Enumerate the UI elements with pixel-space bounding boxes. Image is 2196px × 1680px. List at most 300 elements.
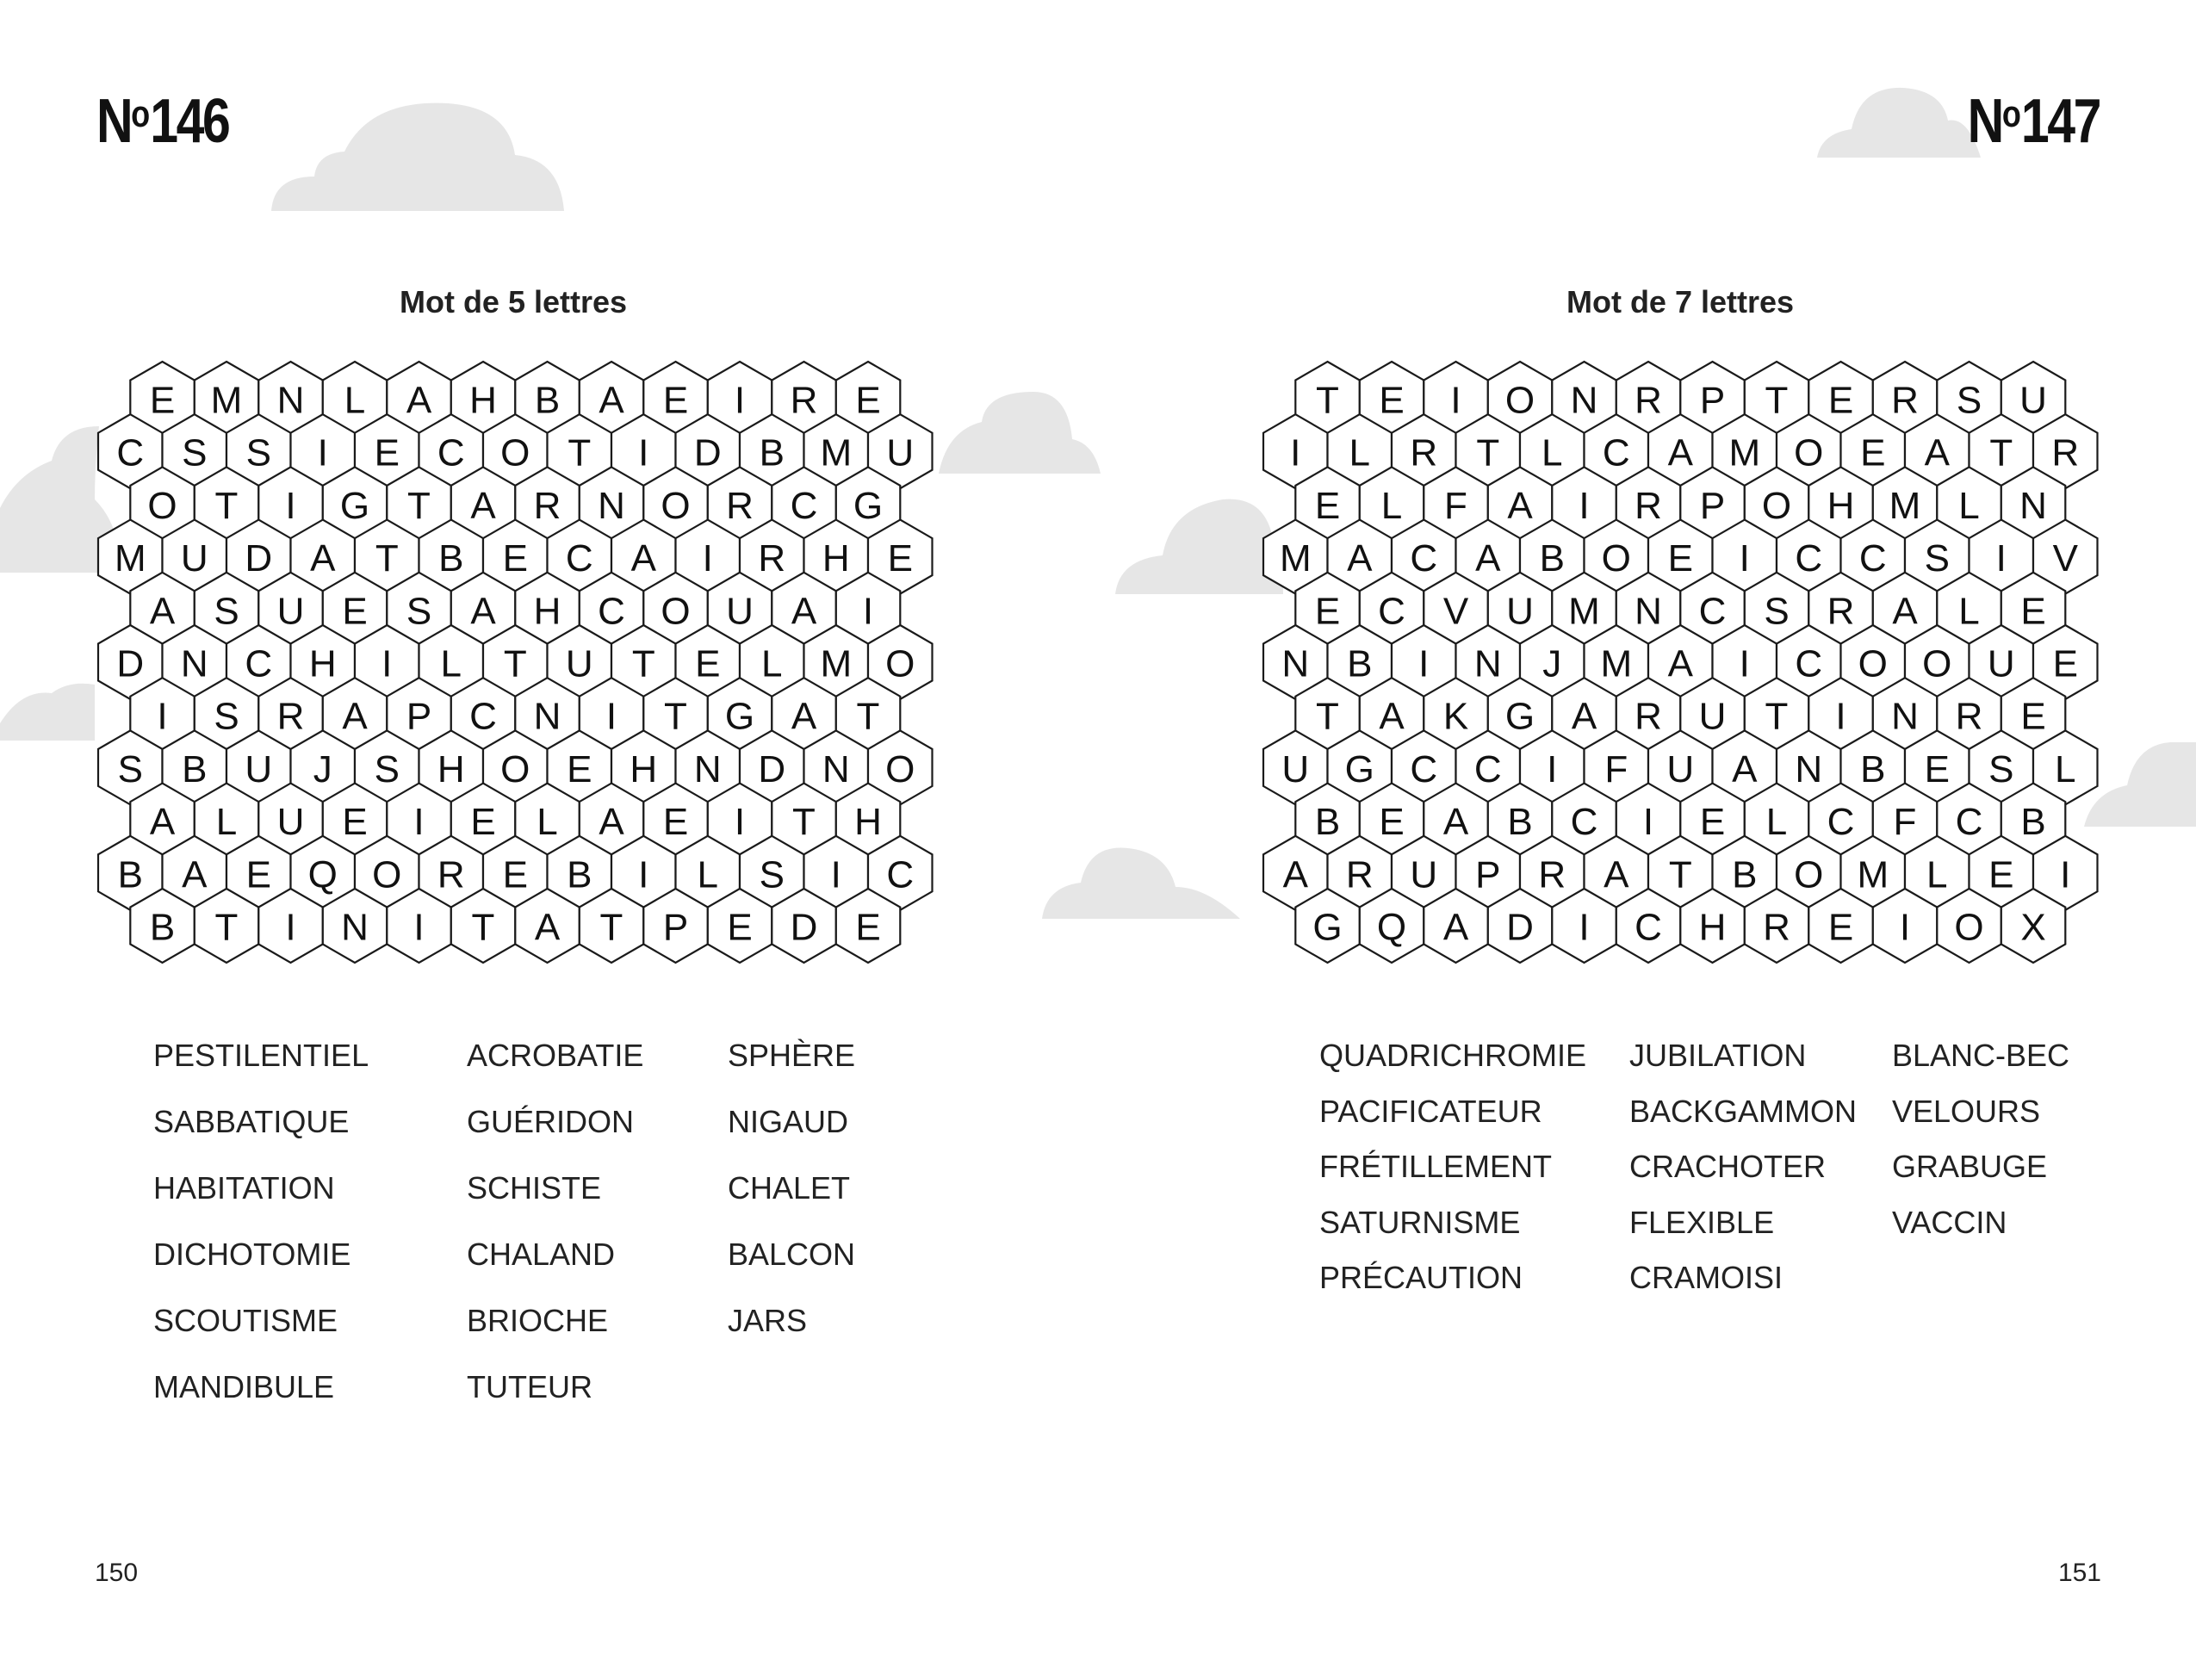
- hex-letter: L: [537, 801, 558, 844]
- hex-letter: R: [1763, 906, 1790, 949]
- hex-letter: E: [470, 801, 496, 844]
- hex-letter: A: [1604, 853, 1629, 896]
- hex-letter: A: [1892, 590, 1918, 633]
- hex-letter: L: [697, 853, 719, 896]
- hex-letter: I: [1739, 642, 1750, 685]
- hex-letter: N: [533, 695, 561, 738]
- hex-letter: R: [276, 695, 305, 738]
- hex-letter: E: [2020, 590, 2046, 633]
- hex-letter: F: [1893, 801, 1917, 844]
- hex-letter: I: [1547, 747, 1558, 790]
- hex-letter: M: [210, 379, 243, 422]
- hex-letter: M: [1889, 484, 1921, 527]
- hex-letter: U: [1666, 747, 1695, 790]
- hex-letter: I: [317, 431, 328, 474]
- hex-letter: U: [276, 590, 305, 633]
- hex-letter: A: [1732, 747, 1758, 790]
- hex-letter: I: [413, 801, 425, 844]
- hex-letter: I: [638, 853, 649, 896]
- word-item: JARS: [728, 1303, 808, 1338]
- hex-letter: L: [215, 801, 238, 844]
- hex-letter: I: [1642, 801, 1654, 844]
- hex-letter: A: [342, 695, 368, 738]
- hex-letter: H: [854, 801, 882, 844]
- hex-letter: U: [565, 642, 593, 685]
- hex-letter: E: [149, 379, 176, 422]
- hex-letter: O: [661, 484, 691, 527]
- hex-letter: U: [1410, 853, 1438, 896]
- word-item: VELOURS: [1892, 1093, 2041, 1129]
- word-column: [728, 1038, 855, 1369]
- hex-letter: A: [1667, 642, 1693, 685]
- hex-letter: L: [1380, 484, 1403, 527]
- hex-letter: T: [214, 484, 239, 527]
- hex-letter: I: [1995, 537, 2007, 580]
- hex-letter: N: [1281, 642, 1310, 685]
- hex-letter: I: [1579, 484, 1590, 527]
- hex-letter: N: [276, 379, 305, 422]
- word-column: [1629, 1038, 1857, 1316]
- hex-letter: B: [1539, 537, 1565, 580]
- hex-letter: R: [437, 853, 465, 896]
- hex-letter: P: [1699, 484, 1726, 527]
- word-item: BALCON: [728, 1237, 856, 1272]
- hex-letter: I: [1835, 695, 1846, 738]
- puzzle-instruction: Mot de 5 lettres: [399, 284, 628, 319]
- hex-letter: E: [502, 537, 528, 580]
- hex-letter: C: [1858, 537, 1887, 580]
- hex-letter: C: [1795, 537, 1823, 580]
- hex-letter: O: [1794, 431, 1824, 474]
- hex-letter: E: [662, 379, 689, 422]
- word-item: SCOUTISME: [153, 1303, 338, 1338]
- hex-letter: G: [1344, 747, 1374, 790]
- hex-letter: E: [855, 906, 881, 949]
- puzzle-number-value: 147: [2020, 87, 2100, 156]
- hex-letter: N: [1795, 747, 1823, 790]
- hex-letter: S: [374, 747, 400, 790]
- hex-letter: R: [1891, 379, 1919, 422]
- hex-letter: E: [342, 801, 368, 844]
- word-item: PESTILENTIEL: [153, 1038, 369, 1073]
- hex-letter: I: [830, 853, 841, 896]
- hex-letter: P: [1475, 853, 1501, 896]
- hex-letter: J: [313, 747, 332, 790]
- hex-letter: O: [500, 431, 530, 474]
- hex-letter: T: [1989, 431, 2013, 474]
- hex-letter: I: [382, 642, 393, 685]
- hex-letter: T: [407, 484, 431, 527]
- hex-letter: R: [1410, 431, 1438, 474]
- hex-letter: O: [661, 590, 691, 633]
- hex-letter: S: [406, 590, 432, 633]
- hex-letter: L: [1765, 801, 1788, 844]
- hex-letter: I: [1418, 642, 1430, 685]
- word-item: CRAMOISI: [1629, 1260, 1783, 1295]
- hex-letter: E: [1314, 484, 1341, 527]
- hex-letter: I: [285, 484, 296, 527]
- word-item: TUTEUR: [467, 1369, 592, 1404]
- hex-letter: A: [534, 906, 561, 949]
- hex-letter: S: [1988, 747, 2014, 790]
- hex-letter: B: [1732, 853, 1758, 896]
- hex-letter: E: [567, 747, 592, 790]
- word-item: ACROBATIE: [467, 1038, 644, 1073]
- hex-letter: C: [790, 484, 818, 527]
- hex-letter: N: [2019, 484, 2047, 527]
- hex-letter: T: [503, 642, 527, 685]
- hex-letter: I: [702, 537, 713, 580]
- word-item: SABBATIQUE: [153, 1104, 350, 1139]
- hex-letter: A: [149, 801, 176, 844]
- hex-letter: C: [1570, 801, 1598, 844]
- word-item: FLEXIBLE: [1629, 1204, 1775, 1240]
- hex-letter: M: [1857, 853, 1889, 896]
- hex-letter: N: [693, 747, 722, 790]
- hex-letter: U: [726, 590, 754, 633]
- word-column: [153, 1038, 369, 1435]
- hex-letter: I: [413, 906, 425, 949]
- hex-letter: B: [182, 747, 208, 790]
- hex-letter: D: [116, 642, 145, 685]
- hex-letter: M: [114, 537, 146, 580]
- hex-letter: C: [1410, 747, 1438, 790]
- word-item: PRÉCAUTION: [1319, 1260, 1523, 1295]
- hex-letter: I: [157, 695, 168, 738]
- hex-letter: E: [1827, 379, 1854, 422]
- hex-letter: H: [1827, 484, 1855, 527]
- word-item: VACCIN: [1892, 1204, 2007, 1240]
- hex-letter: L: [1542, 431, 1563, 474]
- hex-letter: E: [2020, 695, 2046, 738]
- hex-letter: E: [662, 801, 689, 844]
- hex-letter: P: [662, 906, 689, 949]
- hex-letter: H: [1698, 906, 1727, 949]
- hex-letter: H: [308, 642, 337, 685]
- word-item: PACIFICATEUR: [1319, 1093, 1542, 1129]
- hex-letter: J: [1542, 642, 1562, 685]
- hex-letter: C: [1602, 431, 1630, 474]
- hex-letter: T: [471, 906, 495, 949]
- hex-letter: I: [2060, 853, 2071, 896]
- hex-letter: T: [1765, 379, 1789, 422]
- hex-letter: B: [1347, 642, 1373, 685]
- hex-letter: E: [1827, 906, 1854, 949]
- hex-letter: U: [886, 431, 915, 474]
- hex-letter: U: [180, 537, 208, 580]
- hex-letter: C: [1698, 590, 1727, 633]
- hex-letter: T: [1668, 853, 1692, 896]
- hex-letter: O: [885, 642, 915, 685]
- hex-letter: E: [1860, 431, 1886, 474]
- hex-letter: D: [758, 747, 786, 790]
- hex-letter: A: [182, 853, 208, 896]
- hex-letter: C: [1378, 590, 1405, 633]
- puzzle-instruction: Mot de 7 lettres: [1566, 284, 1795, 319]
- hex-letter: T: [1316, 695, 1339, 738]
- hex-letter: S: [245, 431, 271, 474]
- hex-letter: C: [565, 537, 593, 580]
- hex-letter: I: [1290, 431, 1301, 474]
- hex-letter: N: [341, 906, 369, 949]
- word-item: CRACHOTER: [1629, 1149, 1827, 1184]
- numero-symbol: $N^o$: [1967, 87, 2021, 156]
- word-item: GUÉRIDON: [467, 1104, 635, 1139]
- hex-letter: O: [1794, 853, 1824, 896]
- hex-letter: D: [693, 431, 722, 474]
- hex-letter: N: [1635, 590, 1662, 633]
- hex-letter: T: [375, 537, 399, 580]
- hex-letter: A: [791, 695, 817, 738]
- hex-letter: I: [734, 379, 746, 422]
- hex-letter: T: [1316, 379, 1339, 422]
- word-item: BRIOCHE: [467, 1303, 609, 1338]
- hex-letter: U: [1506, 590, 1534, 633]
- hex-letter: M: [820, 431, 853, 474]
- hex-letter: L: [761, 642, 783, 685]
- hex-letter: U: [245, 747, 273, 790]
- hex-letter: A: [1475, 537, 1501, 580]
- hex-letter: R: [1538, 853, 1566, 896]
- hex-letter: C: [245, 642, 273, 685]
- hex-letter: M: [820, 642, 853, 685]
- hex-letter: X: [2020, 906, 2046, 949]
- hex-letter: U: [276, 801, 305, 844]
- hex-letter: A: [1667, 431, 1693, 474]
- hex-letter: S: [214, 590, 239, 633]
- hex-letter: S: [182, 431, 208, 474]
- hex-letter: T: [792, 801, 816, 844]
- hex-letter: M: [1279, 537, 1312, 580]
- hex-letter: A: [1347, 537, 1373, 580]
- hex-letter: H: [469, 379, 497, 422]
- page-number: 151: [2057, 1559, 2101, 1587]
- word-item: MANDIBULE: [153, 1369, 335, 1404]
- hex-letter: A: [1282, 853, 1308, 896]
- hex-letter: A: [791, 590, 817, 633]
- right-page: [1098, 0, 2196, 1680]
- hex-letter: S: [759, 853, 785, 896]
- hex-letter: A: [599, 801, 624, 844]
- hex-letter: A: [1571, 695, 1597, 738]
- hex-letter: O: [500, 747, 530, 790]
- hex-letter: B: [117, 853, 143, 896]
- hex-letter: A: [1442, 906, 1469, 949]
- word-item: NIGAUD: [728, 1104, 849, 1139]
- hex-letter: E: [2052, 642, 2078, 685]
- hex-letter: G: [724, 695, 755, 738]
- hex-letter: A: [470, 484, 496, 527]
- hex-letter: M: [1568, 590, 1600, 633]
- hex-letter: R: [1635, 484, 1662, 527]
- hex-letter: B: [1507, 801, 1533, 844]
- hex-letter: I: [1739, 537, 1750, 580]
- hex-letter: E: [1988, 853, 2014, 896]
- hex-letter: B: [438, 537, 464, 580]
- hex-letter: K: [1442, 695, 1469, 738]
- hex-letter: R: [758, 537, 786, 580]
- hex-letter: T: [599, 906, 623, 949]
- hex-letter: F: [1604, 747, 1628, 790]
- hex-letter: O: [1761, 484, 1792, 527]
- hex-letter: A: [630, 537, 656, 580]
- hex-letter: D: [245, 537, 273, 580]
- hex-letter: I: [734, 801, 746, 844]
- hex-letter: R: [1345, 853, 1374, 896]
- hex-letter: T: [214, 906, 239, 949]
- hex-letter: V: [1442, 590, 1469, 633]
- hex-letter: R: [2051, 431, 2080, 474]
- word-item: BLANC-BEC: [1892, 1038, 2070, 1073]
- hex-letter: N: [1891, 695, 1919, 738]
- word-item: HABITATION: [153, 1170, 335, 1206]
- hex-letter: E: [1314, 590, 1341, 633]
- hex-letter: L: [1349, 431, 1371, 474]
- hex-letter: P: [1699, 379, 1726, 422]
- hex-letter: S: [117, 747, 143, 790]
- hex-letter: L: [344, 379, 366, 422]
- hex-letter: B: [567, 853, 592, 896]
- hex-letter: O: [885, 747, 915, 790]
- hex-letter: U: [1987, 642, 2015, 685]
- hex-letter: O: [1504, 379, 1535, 422]
- hex-letter: R: [1635, 695, 1662, 738]
- hex-letter: B: [534, 379, 561, 422]
- word-column: [467, 1038, 643, 1435]
- hex-letter: O: [372, 853, 402, 896]
- hex-letter: H: [437, 747, 465, 790]
- hex-letter: E: [1667, 537, 1693, 580]
- word-item: FRÉTILLEMENT: [1319, 1149, 1553, 1184]
- hex-letter: M: [1728, 431, 1761, 474]
- word-item: SPHÈRE: [728, 1038, 856, 1073]
- hex-letter: C: [1955, 801, 1983, 844]
- hex-letter: C: [598, 590, 625, 633]
- hex-letter: R: [1635, 379, 1662, 422]
- hex-letter: T: [664, 695, 687, 738]
- hex-letter: G: [339, 484, 370, 527]
- hex-letter: R: [726, 484, 754, 527]
- hex-letter: V: [2052, 537, 2078, 580]
- hex-letter: A: [470, 590, 496, 633]
- hex-letter: H: [822, 537, 850, 580]
- hex-letter: S: [1764, 590, 1790, 633]
- hex-letter: T: [631, 642, 655, 685]
- hex-letter: E: [727, 906, 753, 949]
- hex-letter: H: [630, 747, 658, 790]
- hex-letter: R: [1955, 695, 1983, 738]
- hex-letter: I: [862, 590, 874, 633]
- hex-letter: T: [856, 695, 880, 738]
- hex-letter: A: [1507, 484, 1533, 527]
- hex-letter: B: [759, 431, 785, 474]
- hex-letter: N: [1473, 642, 1502, 685]
- hex-letter: O: [1954, 906, 1984, 949]
- hex-letter: U: [2019, 379, 2047, 422]
- hex-letter: R: [790, 379, 818, 422]
- hex-letter: C: [1635, 906, 1662, 949]
- hex-letter: N: [822, 747, 850, 790]
- hex-letter: R: [1827, 590, 1855, 633]
- puzzle-number: [96, 86, 228, 157]
- hex-letter: L: [2055, 747, 2076, 790]
- hex-letter: I: [605, 695, 617, 738]
- hex-letter: G: [853, 484, 884, 527]
- hex-letter: O: [1601, 537, 1631, 580]
- hex-letter: B: [2020, 801, 2046, 844]
- hex-letter: A: [406, 379, 432, 422]
- hex-letter: T: [568, 431, 592, 474]
- hex-letter: E: [1924, 747, 1950, 790]
- hex-letter: C: [469, 695, 497, 738]
- hex-letter: T: [1476, 431, 1500, 474]
- hex-letter: E: [855, 379, 881, 422]
- hex-letter: E: [502, 853, 528, 896]
- word-item: SATURNISME: [1319, 1204, 1521, 1240]
- hex-letter: C: [1410, 537, 1438, 580]
- hex-letter: I: [285, 906, 296, 949]
- hex-letter: E: [1379, 379, 1405, 422]
- hex-letter: O: [1858, 642, 1888, 685]
- puzzle-number: [1968, 86, 2100, 157]
- word-item: QUADRICHROMIE: [1319, 1038, 1587, 1073]
- page-number: 150: [95, 1559, 139, 1587]
- hex-letter: U: [1281, 747, 1310, 790]
- hex-letter: I: [1450, 379, 1461, 422]
- hex-letter: B: [1860, 747, 1886, 790]
- hex-letter: Q: [307, 853, 338, 896]
- hex-letter: G: [1504, 695, 1535, 738]
- hex-letter: B: [149, 906, 176, 949]
- word-item: GRABUGE: [1892, 1149, 2048, 1184]
- hex-letter: B: [1314, 801, 1341, 844]
- hex-letter: A: [599, 379, 624, 422]
- word-list: [1319, 1038, 2180, 1348]
- hex-letter: E: [1699, 801, 1726, 844]
- hex-letter: O: [147, 484, 177, 527]
- hex-letter: C: [1795, 642, 1823, 685]
- hex-letter: L: [1958, 484, 1980, 527]
- hex-letter: E: [342, 590, 368, 633]
- hex-letter: E: [887, 537, 913, 580]
- word-column: [1319, 1038, 1586, 1316]
- hex-letter: R: [533, 484, 561, 527]
- hex-letter: E: [374, 431, 400, 474]
- word-item: SCHISTE: [467, 1170, 602, 1206]
- hex-letter: D: [790, 906, 818, 949]
- hex-letter: L: [1926, 853, 1948, 896]
- hex-letter: F: [1444, 484, 1467, 527]
- word-item: JUBILATION: [1629, 1038, 1807, 1073]
- word-column: [1892, 1038, 2069, 1260]
- hex-letter: I: [638, 431, 649, 474]
- hex-letter: A: [1924, 431, 1950, 474]
- hex-letter: L: [1958, 590, 1980, 633]
- hex-letter: G: [1312, 906, 1343, 949]
- hex-letter: U: [1698, 695, 1727, 738]
- hex-letter: T: [1765, 695, 1789, 738]
- hex-letter: M: [1600, 642, 1633, 685]
- hex-letter: L: [440, 642, 462, 685]
- hex-letter: E: [695, 642, 721, 685]
- hex-letter: D: [1506, 906, 1534, 949]
- hex-letter: E: [1379, 801, 1405, 844]
- hex-letter: S: [1924, 537, 1950, 580]
- hex-letter: S: [1956, 379, 1982, 422]
- puzzle-number-value: 146: [150, 87, 229, 156]
- numero-symbol: $N^o$: [96, 87, 151, 156]
- hex-letter-grid: [1251, 360, 2112, 976]
